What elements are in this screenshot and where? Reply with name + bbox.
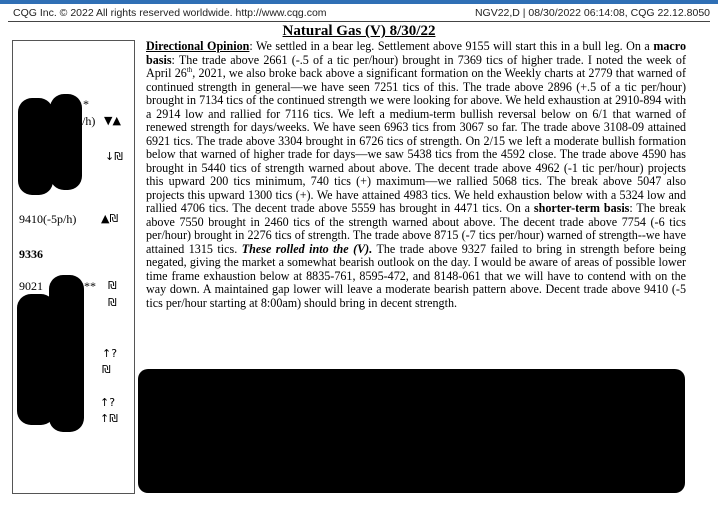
level-3-arrows: ↓₪: [105, 150, 123, 163]
page-title: Natural Gas (V) 8/30/22: [282, 23, 436, 39]
symbol-timestamp: NGV22,D | 08/30/2022 06:14:08, CQG 22.12.8050: [474, 7, 710, 19]
top-accent-line: [0, 0, 718, 4]
shorter-term-label: shorter-term basis: [533, 201, 630, 215]
level-6-suffix: **: [84, 279, 96, 293]
header-divider: [8, 21, 710, 22]
level-4-arrows: ▲₪: [101, 212, 119, 225]
level-10-symbol: ↑?: [100, 396, 116, 409]
level-5-text: 9336: [19, 247, 43, 261]
directional-opinion-text: [146, 40, 686, 310]
level-4-text: 9410(-5p/h): [19, 212, 77, 226]
level-6-text: 9021: [19, 279, 43, 293]
body-part-5: The trade above 9327 failed to bring in strength before being negated, giving the market a somewhat bearish outlook on the day. I would be aware of areas of possible lower time frame exhaustion below at 8835-761, 8595-472, and 8148-061 that we will have to contend with on the way down. A maintained gap lower will leave a moderate bearish pattern above. Decent trade above 9410 (-5 tics per/hour starting at 8:00am) should bring in decent strength.: [146, 241, 686, 310]
level-6-symbol: ₪: [108, 279, 117, 292]
level-11-symbol: ↑₪: [100, 412, 118, 425]
level-7-symbol: ₪: [108, 296, 117, 309]
body-part-1: : We settled in a bear leg. Settlement above 9155 will start this in a bull leg. On a: [249, 39, 654, 53]
redaction-block: [17, 294, 55, 425]
body-part-2: : The trade above 2661 (-.5 of a tic per/hour) brought in 7369 tics of higher trade. I noted the week of April 26: [146, 52, 686, 80]
level-9-symbol: ₪: [102, 363, 111, 376]
redaction-block: [50, 94, 82, 190]
redaction-block: [18, 98, 53, 195]
macro-basis-label: macro basis: [146, 39, 686, 67]
directional-opinion-heading: Directional Opinion: [146, 39, 250, 53]
body-part-3: , 2021, we also broke back above a significant formation on the Weekly charts at 2779 that warned of continued strength in general—we have seen 7251 tics of this. The trade above 2896 (+.5 of a tic per/hour) brought in 7134 tics of the continued strength we were looking for above. We held exhaustion at 2910-894 with a 2914 low and rallied for 7116 tics. We left a medium-term bullish reversal below on 6/1 that warned of renewed strength for days/weeks. We have seen 6963 tics from 3067 so far. The trade above 3108-09 attained 6921 tics. The trade above 3304 brought in 6726 tics of strength. On 2/15 we left a moderate bullish formation below that warned of higher trade for days—we saw 5438 tics from the 4592 close. The trade above 4590 has brought in 5440 tics of strength warned about above. The decent trade above 4962 (-1 tic per/hour) projects this upward 200 tics minimum, 740 tics (+) maximum—we rallied 5068 tics. The break above 5047 also projects this upward 1300 tics (+). We have attained 4983 tics. We held exhaustion below with a 5324 low and rallied 4706 tics. The decent trade above 5559 has brought in 4471 tics. On a: [146, 66, 686, 215]
level-8-symbol: ↑?: [102, 347, 118, 360]
rolled-into-emphasis: These rolled into the (V).: [241, 241, 373, 256]
ordinal-suffix: th: [186, 65, 193, 74]
level-2-arrows: ▼▲: [104, 114, 121, 127]
body-part-4: : The break above 7550 brought in 2460 tics of the strength warned about above. The decent trade above 7754 (-6 tics per/hour) brought in 2276 tics of strength. The trade above 8715 (-7 tics per/hour) warned of strength--we have attained 1315 tics.: [146, 201, 686, 256]
level-1-suffix: *: [83, 97, 89, 111]
copyright-text: CQG Inc. © 2022 All rights reserved worldwide. http://www.cqg.com: [13, 7, 327, 19]
level-2-text: /h): [82, 114, 96, 128]
redaction-block-large: [138, 369, 685, 493]
chart-header: [0, 7, 718, 21]
